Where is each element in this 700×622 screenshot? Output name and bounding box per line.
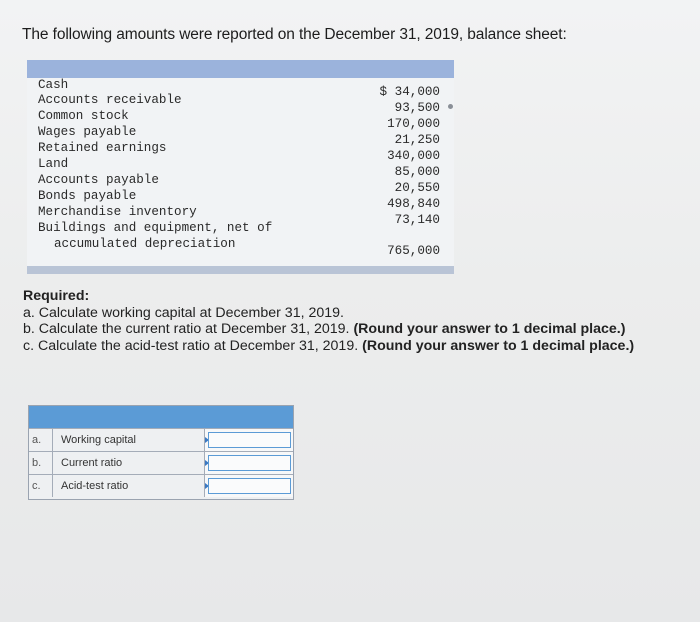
working-capital-input[interactable]	[208, 432, 291, 448]
bs-value-accounts-receivable: 93,500	[394, 101, 440, 115]
balance-sheet-body	[27, 78, 454, 266]
answer-row-label: Working capital	[53, 429, 205, 451]
answer-table	[28, 405, 294, 500]
bs-value-buildings-equipment: 765,000	[387, 244, 440, 258]
balance-sheet-table	[27, 60, 454, 276]
required-section	[23, 288, 693, 354]
balance-sheet-header	[27, 60, 454, 78]
bs-value-bonds-payable: 498,840	[387, 197, 440, 211]
required-item-b	[23, 321, 693, 338]
current-ratio-input[interactable]	[208, 455, 291, 471]
bs-label-retained-earnings: Retained earnings	[38, 141, 167, 155]
answer-row-letter: a.	[29, 429, 53, 451]
answer-row-acid-test-ratio	[29, 474, 293, 497]
bs-label-merchandise-inventory: Merchandise inventory	[38, 205, 197, 219]
bs-value-wages-payable: 21,250	[394, 133, 440, 147]
answer-row-current-ratio	[29, 451, 293, 474]
required-heading: Required:	[23, 288, 90, 304]
bs-label-wages-payable: Wages payable	[38, 125, 137, 139]
problem-intro: The following amounts were reported on the December 31, 2019, balance sheet:	[22, 26, 567, 43]
dot-icon	[448, 104, 453, 109]
current-ratio-field[interactable]	[205, 452, 293, 474]
bs-label-accumulated-depreciation: accumulated depreciation	[54, 237, 236, 251]
bs-value-common-stock: 170,000	[387, 117, 440, 131]
bs-label-bonds-payable: Bonds payable	[38, 189, 137, 203]
required-item-a: a. Calculate working capital at December 31, 2019.	[23, 304, 344, 321]
bs-value-retained-earnings: 340,000	[387, 149, 440, 163]
bs-value-accounts-payable: 20,550	[394, 181, 440, 195]
required-item-b-note: (Round your answer to 1 decimal place.)	[353, 321, 626, 338]
bs-label-accounts-receivable: Accounts receivable	[38, 93, 182, 107]
bs-value-cash: $ 34,000	[379, 85, 440, 99]
required-item-c	[23, 338, 693, 355]
answer-row-letter: c.	[29, 475, 53, 497]
bs-label-buildings-equipment: Buildings and equipment, net of	[38, 221, 273, 235]
bs-value-merchandise-inventory: 73,140	[394, 213, 440, 227]
required-item-c-text: c. Calculate the acid-test ratio at December 31, 2019.	[23, 337, 359, 354]
bs-label-cash: Cash	[38, 78, 69, 92]
balance-sheet-footer	[27, 266, 454, 274]
required-item-b-text: b. Calculate the current ratio at December 31, 2019.	[23, 321, 350, 338]
answer-row-letter: b.	[29, 452, 53, 474]
bs-label-land: Land	[38, 157, 69, 171]
answer-table-header	[29, 406, 293, 428]
working-capital-field[interactable]	[205, 429, 293, 451]
answer-row-label: Current ratio	[53, 452, 205, 474]
bs-value-land: 85,000	[394, 165, 440, 179]
bs-label-common-stock: Common stock	[38, 109, 129, 123]
required-item-c-note: (Round your answer to 1 decimal place.)	[362, 337, 635, 354]
answer-row-label: Acid-test ratio	[53, 475, 205, 497]
answer-row-working-capital	[29, 428, 293, 451]
acid-test-ratio-input[interactable]	[208, 478, 291, 494]
bs-label-accounts-payable: Accounts payable	[38, 173, 159, 187]
acid-test-ratio-field[interactable]	[205, 475, 293, 497]
